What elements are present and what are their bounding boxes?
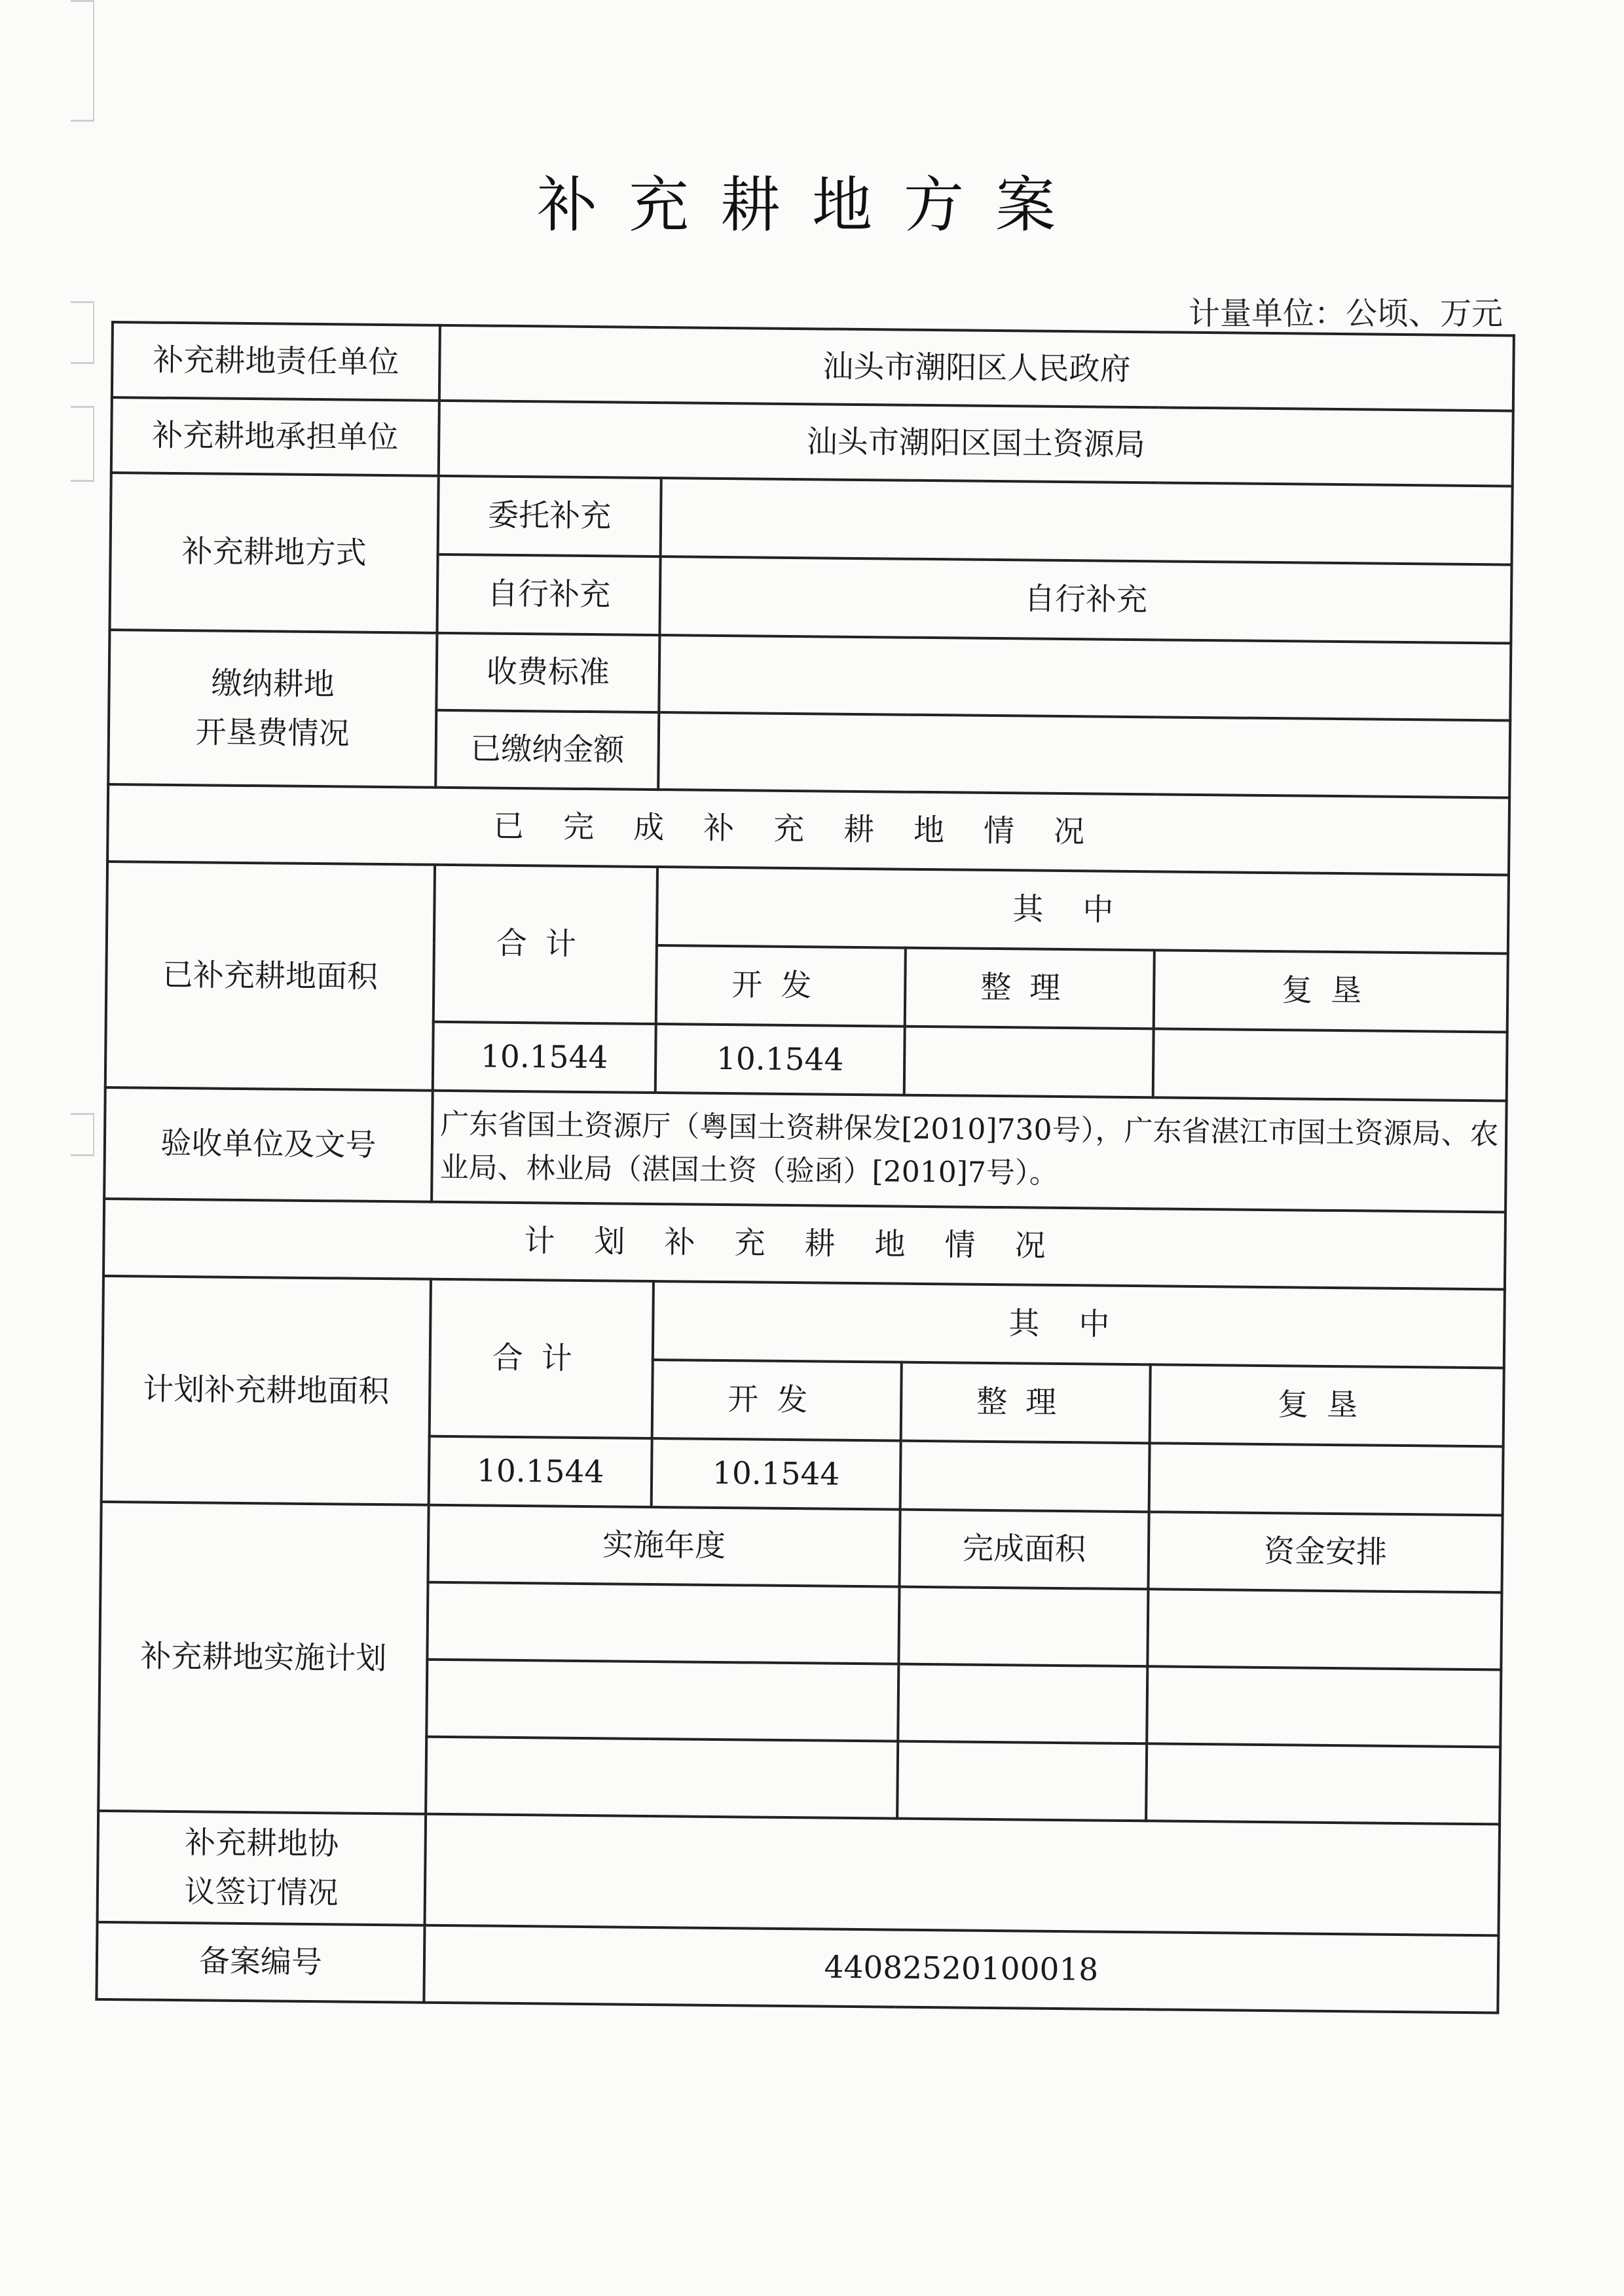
completed-reclaim-value (1153, 1029, 1507, 1101)
agreement-label-line1: 补充耕地协 (184, 1824, 339, 1863)
completed-reclaim-label: 复垦 (1154, 950, 1508, 1032)
implementation-funds-cell (1146, 1743, 1500, 1824)
acceptance-label: 验收单位及文号 (104, 1087, 433, 1202)
planned-develop-label: 开发 (652, 1360, 902, 1441)
record-number-label: 备案编号 (96, 1922, 424, 2003)
completed-arrange-value (904, 1027, 1154, 1098)
binder-hole (71, 406, 94, 482)
planned-reclaim-value (1149, 1443, 1504, 1515)
binder-hole (71, 1113, 94, 1156)
implementation-year-cell (426, 1660, 898, 1741)
implementation-label: 补充耕地实施计划 (98, 1502, 429, 1814)
planned-section-title: 计划补充耕地情况 (103, 1199, 1505, 1290)
planned-develop-value: 10.1544 (652, 1438, 901, 1510)
undertaking-unit-value: 汕头市潮阳区国土资源局 (439, 401, 1513, 486)
completed-arrange-label: 整理 (905, 948, 1154, 1029)
method-self-value: 自行补充 (659, 556, 1511, 643)
agreement-value (424, 1814, 1500, 1936)
completed-total-label: 合计 (434, 865, 657, 1024)
responsible-unit-label: 补充耕地责任单位 (112, 322, 440, 401)
method-entrusted-value (661, 478, 1513, 564)
completed-develop-value: 10.1544 (655, 1024, 905, 1095)
implementation-funds-cell (1147, 1666, 1501, 1747)
undertaking-unit-label: 补充耕地承担单位 (111, 397, 439, 476)
planned-arrange-label: 整理 (901, 1362, 1151, 1444)
planned-arrange-value (900, 1441, 1150, 1512)
completed-among-label: 其中 (657, 867, 1509, 953)
fee-label (108, 630, 437, 788)
binder-hole (71, 0, 94, 122)
implementation-col-funds: 资金安排 (1148, 1512, 1502, 1592)
page-title: 补充耕地方案 (536, 170, 1087, 240)
completed-section-title: 已完成补充耕地情况 (107, 784, 1509, 875)
implementation-col-year: 实施年度 (428, 1505, 900, 1587)
implementation-funds-cell (1147, 1589, 1502, 1669)
responsible-unit-value: 汕头市潮阳区人民政府 (439, 325, 1514, 411)
method-entrusted-label: 委托补充 (438, 476, 661, 556)
implementation-year-cell (426, 1737, 898, 1819)
unit-note: 计量单位：公顷、万元 (1188, 295, 1503, 332)
implementation-area-cell (897, 1741, 1147, 1821)
fee-paid-value (658, 712, 1510, 797)
planned-total-label: 合计 (430, 1279, 654, 1438)
fee-standard-label: 收费标准 (436, 633, 659, 712)
planned-reclaim-label: 复垦 (1150, 1364, 1504, 1446)
implementation-year-cell (427, 1582, 899, 1664)
implementation-area-cell (898, 1664, 1147, 1744)
binder-hole (71, 301, 94, 364)
fee-standard-value (659, 635, 1511, 720)
fee-label-line2: 开垦费情况 (195, 714, 350, 752)
planned-area-label: 计划补充耕地面积 (101, 1276, 431, 1505)
completed-develop-label: 开发 (656, 945, 906, 1027)
plan-form-table (95, 321, 1515, 2014)
fee-paid-label: 已缴纳金额 (435, 710, 659, 790)
method-self-label: 自行补充 (437, 555, 660, 635)
record-number-value: 44082520100018 (424, 1925, 1498, 2013)
implementation-col-area: 完成面积 (899, 1510, 1149, 1590)
fee-label-line1: 缴纳耕地 (211, 665, 335, 703)
agreement-label-line2: 议签订情况 (184, 1874, 339, 1912)
agreement-label (98, 1811, 426, 1925)
planned-total-value: 10.1544 (429, 1436, 652, 1507)
completed-total-value: 10.1544 (433, 1022, 656, 1093)
planned-among-label: 其中 (653, 1281, 1505, 1368)
implementation-area-cell (898, 1587, 1148, 1667)
completed-area-label: 已补充耕地面积 (105, 862, 435, 1091)
acceptance-text: 广东省国土资源厅（粤国土资耕保发[2010]730号），广东省湛江市国土资源局、农业局、林业局（湛国土资（验函）[2010]7号）。 (432, 1091, 1507, 1212)
method-label: 补充耕地方式 (109, 473, 438, 633)
